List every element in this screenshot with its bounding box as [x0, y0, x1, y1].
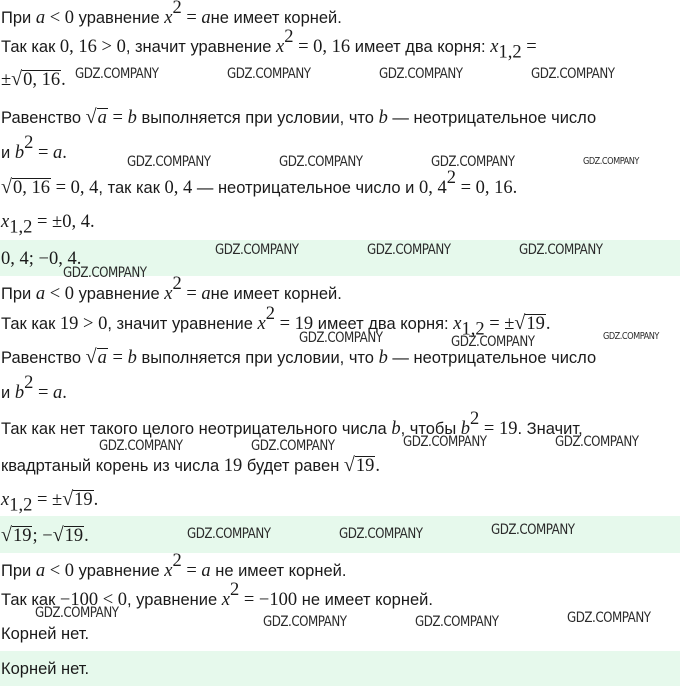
math-sub: 1,2 — [9, 217, 33, 238]
watermark: GDZ.COMPANY — [299, 330, 383, 346]
math-radicand: 19 — [64, 526, 84, 546]
math-sub: 1,2 — [9, 495, 33, 516]
math-num: 0, 16 — [59, 37, 97, 57]
math-num: 19 — [498, 419, 518, 439]
watermark: GDZ.COMPANY — [99, 438, 183, 454]
word: , так как — [98, 179, 160, 197]
word: не имеет корней. — [210, 285, 342, 303]
watermark: GDZ.COMPANY — [379, 66, 463, 82]
math-num: 0, 16 — [475, 178, 513, 198]
math-exp: 2 — [24, 132, 34, 153]
watermark: GDZ.COMPANY — [519, 242, 603, 258]
text-line: $x_{1,2} = \pm 0$, 4. — [1, 212, 95, 238]
math-var: a — [35, 284, 46, 304]
math-op: ± — [504, 314, 515, 334]
text-line: Так как 19 > 0, значит уравнение $x^2 = 19$ имеет два корня: $x_{1,2} = \pm√19$. — [1, 303, 551, 340]
math-num: 19 — [223, 456, 243, 476]
math-var: a — [201, 561, 211, 581]
word: Равенство — [1, 349, 82, 367]
math-var: b — [127, 108, 137, 128]
math-num: 19 — [59, 314, 79, 334]
math-exp: 2 — [470, 408, 480, 429]
math-num: 0, 4 — [164, 178, 193, 198]
watermark: GDZ.COMPANY — [431, 154, 515, 170]
math-op: = — [181, 284, 202, 304]
text-line: и $b^2 = a$. — [1, 132, 67, 163]
math-radicand: 19 — [74, 490, 93, 510]
sqrt-sign: √ — [343, 454, 355, 476]
math-num: 0, 4 — [62, 212, 90, 232]
text-line: и $b^2 = a$. — [1, 372, 67, 403]
watermark: GDZ.COMPANY — [403, 434, 487, 450]
math-var: b — [378, 108, 388, 128]
word: , уравнение — [127, 591, 218, 609]
word: уравнение — [78, 562, 160, 580]
math-op: < — [45, 561, 65, 581]
word: , значит уравнение — [107, 315, 253, 333]
math-sub: 1,2 — [498, 42, 522, 63]
word: Корней нет. — [1, 625, 90, 643]
watermark: GDZ.COMPANY — [531, 66, 615, 82]
math-var: x — [164, 561, 173, 581]
math-op: = — [479, 419, 499, 439]
math-num: 0 — [116, 37, 126, 57]
math-exp: 2 — [24, 372, 34, 393]
sqrt-sign: √ — [85, 346, 97, 368]
sqrt-sign: √ — [1, 524, 12, 546]
math-op: < — [98, 590, 118, 610]
watermark: GDZ.COMPANY — [187, 526, 271, 542]
sqrt-sign: √ — [11, 68, 23, 90]
math-op: = — [107, 348, 128, 368]
word: , значит уравнение — [125, 38, 272, 56]
math-var: b — [14, 383, 25, 403]
watermark: GDZ.COMPANY — [567, 610, 651, 626]
math-op: < — [45, 284, 65, 304]
watermark: GDZ.COMPANY — [555, 434, 639, 450]
sqrt-sign: √ — [62, 488, 74, 510]
sqrt-sign: √ — [514, 312, 526, 334]
word: Так как — [1, 591, 56, 609]
word: выполняется при условии, что — [141, 349, 374, 367]
word: Так как нет такого целого неотрицательного числа — [1, 420, 387, 438]
word: При — [1, 285, 32, 303]
math-var: b — [378, 348, 388, 368]
word: квадртаный корень из числа — [1, 457, 220, 475]
math-var: a — [35, 561, 46, 581]
word: — неотрицательное число — [392, 349, 597, 367]
sqrt-sign: √ — [52, 524, 64, 546]
math-num: −100 — [59, 590, 99, 610]
math-var: x — [276, 37, 285, 57]
math-exp: 2 — [172, 273, 182, 294]
watermark: GDZ.COMPANY — [63, 265, 147, 281]
text-line: $x_{1,2} = \pm√19$. — [1, 488, 99, 516]
math-radicand: a — [97, 108, 107, 128]
watermark: GDZ.COMPANY — [35, 605, 119, 621]
word: и — [1, 384, 11, 402]
math-op: = — [33, 383, 53, 403]
sqrt-sign: √ — [1, 176, 12, 198]
text-line: квадртаный корень из числа 19 будет равен √19. — [1, 454, 381, 476]
math-num: 0, 4 — [70, 178, 99, 198]
math-num: 0 — [64, 8, 75, 28]
watermark: GDZ.COMPANY — [251, 438, 335, 454]
word: , чтобы — [400, 420, 457, 438]
math-op: > — [96, 37, 117, 57]
math-sub: 1,2 — [461, 319, 485, 340]
math-num: −100 — [258, 590, 298, 610]
watermark: GDZ.COMPANY — [127, 154, 211, 170]
math-num: 0 — [64, 284, 75, 304]
math-op: = — [181, 561, 202, 581]
word: — неотрицательное число и — [196, 179, 415, 197]
answer-text: √19; −√19. — [1, 524, 89, 546]
sqrt-sign: √ — [85, 106, 97, 128]
math-op: = — [274, 314, 295, 334]
word: Так как — [1, 315, 56, 333]
watermark: GDZ.COMPANY — [339, 526, 423, 542]
word: . Значит, — [517, 420, 583, 438]
math-op: ± — [52, 490, 63, 510]
word: имеет два корня: — [354, 38, 486, 56]
math-op: = — [32, 212, 53, 232]
text-line — [0, 106, 680, 129]
watermark: GDZ.COMPANY — [263, 614, 347, 630]
math-var: a — [53, 143, 63, 163]
math-op: = — [293, 37, 314, 57]
word: не имеет корней. — [215, 562, 347, 580]
math-num: 19 — [294, 314, 314, 334]
math-var: b — [460, 419, 471, 439]
text-line — [0, 550, 680, 582]
watermark: GDZ.COMPANY — [75, 66, 159, 82]
math-exp: 2 — [265, 303, 275, 324]
math-radicand: 19 — [526, 314, 545, 334]
answer-text — [0, 658, 680, 680]
math-var: x — [221, 590, 230, 610]
math-radicand: a — [97, 348, 107, 368]
math-num: 0 — [98, 314, 108, 334]
math-exp: 2 — [172, 0, 182, 18]
math-op: = — [455, 178, 476, 198]
math-var: x — [164, 8, 173, 28]
math-op: ± — [1, 70, 12, 90]
math-var: x — [490, 37, 499, 57]
math-radicand: 0, 16 — [23, 70, 61, 90]
word: выполняется при условии, что — [141, 109, 374, 127]
math-num: 0, 16 — [313, 37, 351, 57]
math-exp: 2 — [229, 579, 240, 600]
text-line — [0, 346, 680, 369]
math-var: b — [14, 143, 25, 163]
watermark: GDZ.COMPANY — [279, 154, 363, 170]
math-var: b — [391, 419, 401, 439]
math-radicand: 19 — [12, 526, 32, 546]
text-line: ±√0, 16. — [1, 68, 66, 90]
answer-value: Корней нет. — [1, 660, 90, 678]
math-radicand: 19 — [355, 456, 375, 476]
word: и — [1, 144, 11, 162]
word: не имеет корней. — [301, 591, 433, 609]
math-op: ; − — [32, 526, 53, 546]
math-op: = — [521, 37, 537, 57]
word: Равенство — [1, 109, 82, 127]
word: При — [1, 562, 32, 580]
math-op: = — [484, 314, 505, 334]
math-op: = — [50, 178, 71, 198]
math-op: = — [33, 143, 53, 163]
math-exp: 2 — [284, 26, 294, 47]
math-op: = — [32, 490, 53, 510]
word: уравнение — [78, 9, 160, 27]
watermark: GDZ.COMPANY — [215, 242, 299, 258]
answer-value: 0, 4; −0, 4. — [1, 249, 82, 269]
watermark: GDZ.COMPANY — [367, 242, 451, 258]
watermark: GDZ.COMPANY — [415, 614, 499, 630]
text-line — [0, 26, 680, 63]
math-var: x — [1, 490, 10, 510]
word: Так как — [1, 38, 56, 56]
math-num: 0, 4 — [418, 178, 447, 198]
math-radicand: 0, 16 — [12, 178, 50, 198]
watermark: GDZ.COMPANY — [603, 331, 659, 342]
math-var: x — [257, 314, 266, 334]
math-var: x — [453, 314, 462, 334]
word: уравнение — [78, 285, 160, 303]
watermark: GDZ.COMPANY — [583, 156, 639, 167]
word: имеет два корня: — [317, 315, 449, 333]
math-op: < — [45, 8, 65, 28]
math-op: > — [78, 314, 99, 334]
text-line — [0, 0, 680, 29]
math-op: = — [107, 108, 128, 128]
math-num: 0 — [64, 561, 75, 581]
math-op: = — [181, 8, 202, 28]
math-op: = — [239, 590, 259, 610]
math-exp: 2 — [172, 550, 182, 571]
watermark: GDZ.COMPANY — [491, 522, 575, 538]
word: будет равен — [246, 457, 340, 475]
math-var: a — [201, 8, 211, 28]
watermark: GDZ.COMPANY — [451, 334, 535, 350]
math-var: x — [164, 284, 173, 304]
math-var: a — [53, 383, 63, 403]
math-var: a — [35, 8, 46, 28]
watermark: GDZ.COMPANY — [227, 66, 311, 82]
math-exp: 2 — [446, 167, 456, 188]
word: не имеет корней. — [210, 9, 342, 27]
math-num: 0 — [117, 590, 128, 610]
math-var: x — [1, 212, 10, 232]
math-var: b — [127, 348, 137, 368]
word: — неотрицательное число — [392, 109, 597, 127]
math-var: a — [201, 284, 211, 304]
word: При — [1, 9, 32, 27]
text-line: √0, 16 = 0, 4, так как 0, 4 — неотрицательное число и 0, $4^2 = 0$, 16. — [1, 167, 518, 198]
math-op: ± — [52, 212, 63, 232]
